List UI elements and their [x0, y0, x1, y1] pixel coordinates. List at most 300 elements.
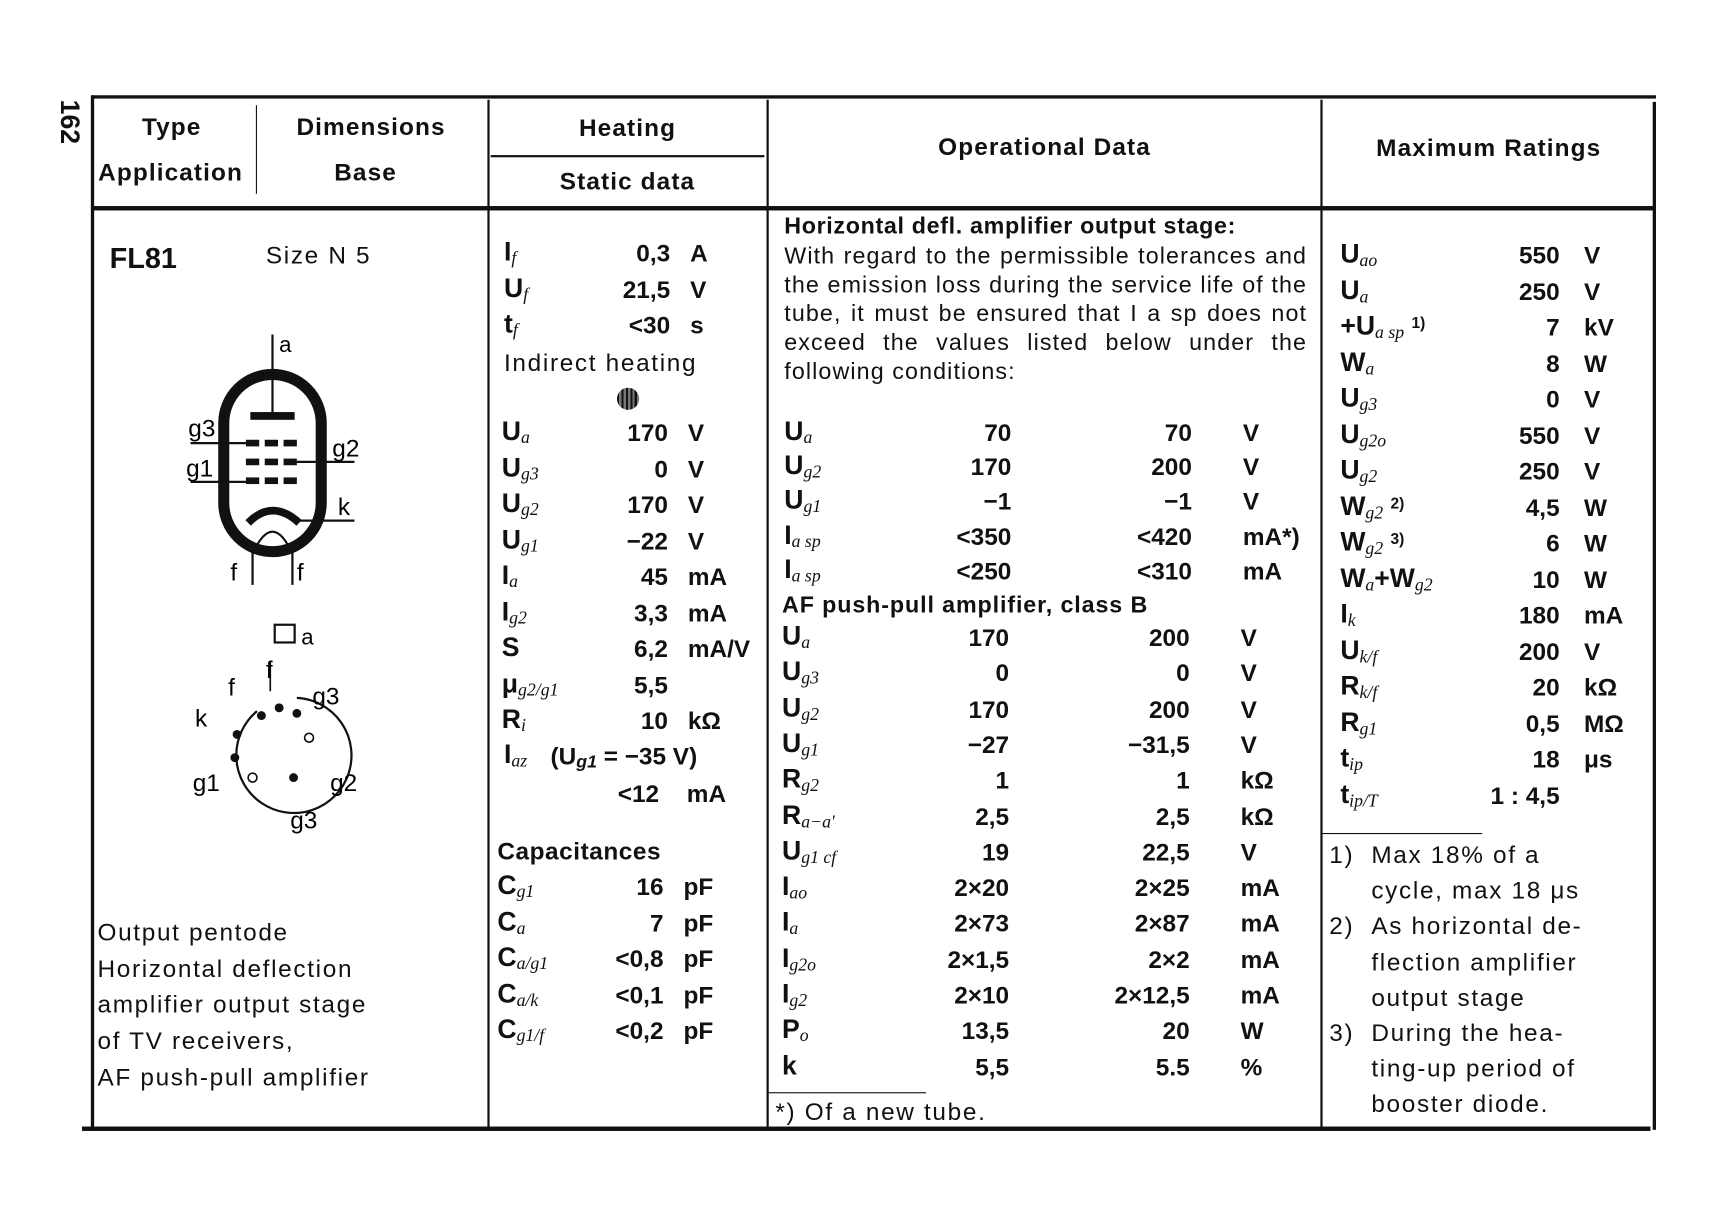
table-row [1340, 781, 1728, 812]
symbol-subscript: g1 [801, 740, 819, 760]
table-row [782, 981, 1336, 1012]
row-unit: V [687, 526, 705, 555]
row-unit: mA [1240, 909, 1280, 938]
row-symbol: $U_{g1}$ [784, 485, 822, 517]
symbol-subscript: a/g1 [516, 955, 549, 974]
table-row [782, 764, 1336, 798]
section2-title: AF push-pull amplifier, class B [782, 592, 1149, 619]
row-value: 5,5 [634, 670, 668, 699]
symbol-subscript: a/k [516, 991, 539, 1010]
row-symbol: $R_{g1}$ [1340, 707, 1378, 739]
row-symbol: $+U_{a sp}$ $^{1)}$ [1340, 311, 1426, 343]
label-g3: g3 [188, 415, 216, 443]
table-row [1340, 709, 1728, 740]
row-value: 7 [1546, 313, 1560, 342]
heating-divider [491, 155, 765, 157]
symbol-subscript: g2o [1359, 431, 1387, 451]
header-base: Base [334, 158, 397, 187]
condition-subscript: g1 [576, 753, 597, 773]
base-pin-diagram [177, 609, 399, 842]
tube-symbol-diagram [166, 321, 388, 598]
header-type: Type [141, 112, 202, 141]
row-unit: V [1584, 277, 1601, 306]
row-value: 0 [654, 454, 668, 483]
symbol-subscript: a sp [1375, 323, 1405, 343]
row-symbol: $C_{g1}$ [497, 870, 535, 902]
row-unit: mA [686, 779, 727, 808]
symbol-subscript: g1 cf [801, 848, 837, 868]
row-value: 6 [1546, 529, 1560, 558]
header-maximum-ratings: Maximum Ratings [1376, 134, 1602, 162]
symbol-subscript: ip/T [1349, 791, 1378, 811]
row-symbol: $U_{g2}$ [782, 692, 819, 724]
symbol-subscript: f [523, 285, 529, 305]
table-row [782, 943, 1336, 977]
row-unit: mA [687, 562, 728, 591]
symbol-subscript: g2 [801, 705, 819, 724]
table-row [782, 907, 1336, 941]
row-value: 0 [1546, 385, 1560, 414]
row-symbol: $W_a+W_{g2}$ [1340, 563, 1433, 595]
row-unit: kΩ [687, 706, 721, 735]
row-value: <0,2 [615, 1017, 664, 1045]
operational-footnote: *) Of a new tube. [775, 1097, 987, 1126]
value-col1: 0 [995, 659, 1010, 688]
header-application: Application [98, 158, 244, 187]
symbol-subscript: a [1365, 575, 1375, 595]
table-row [1340, 313, 1728, 344]
row-unit: mA [1240, 874, 1280, 902]
table-row [1340, 673, 1728, 704]
row-unit: V [687, 490, 705, 519]
row-symbol: S [501, 632, 520, 663]
row-value: 7 [649, 908, 664, 937]
row-value: <30 [628, 311, 671, 339]
row-value: 8 [1546, 349, 1560, 378]
footnote-line: cycle, max 18 μs [1371, 876, 1580, 905]
row-symbol: $R_{a-a'}$ [782, 800, 835, 832]
row-value: 18 [1532, 745, 1560, 774]
row-symbol: $U_{g1}$ [782, 728, 819, 760]
row-unit: mA*) [1242, 522, 1300, 551]
table-row [782, 871, 1336, 905]
row-unit: V [1584, 637, 1601, 666]
label-f-left: f [230, 559, 238, 587]
row-symbol: $U_a$ [1340, 275, 1369, 307]
table-row [504, 739, 770, 773]
footnote-mark: 3) [1329, 1019, 1355, 1047]
value-col1: 2,5 [975, 802, 1010, 831]
table-row [782, 1014, 1336, 1048]
value-col1: 70 [984, 418, 1012, 447]
value-col1: 1 [995, 766, 1010, 795]
iaz-condition: ($U_{g1} = -35$ V) [550, 742, 698, 773]
row-symbol: $U_{g3}$ [1340, 383, 1378, 415]
table-row [782, 692, 1336, 726]
value-col2: 2×25 [1134, 874, 1190, 902]
row-unit: V [687, 418, 705, 447]
row-symbol: $I_{g2}$ [782, 979, 808, 1011]
row-unit: V [1240, 838, 1257, 866]
table-row [1340, 745, 1728, 776]
application-line: Output pentode [97, 918, 289, 946]
row-unit: mA [687, 598, 728, 627]
value-col1: 2×10 [954, 981, 1010, 1010]
value-col1: 2×73 [954, 909, 1010, 938]
symbol-subscript: g2 [520, 500, 539, 520]
row-symbol: $I_{a sp}$ [784, 520, 821, 552]
tube-type: FL81 [109, 241, 177, 275]
application-line: amplifier output stage [97, 990, 368, 1019]
row-symbol: $I_a$ [782, 907, 799, 939]
row-unit: W [1584, 565, 1608, 594]
symbol-subscript: g1 [516, 882, 535, 902]
row-unit: kV [1584, 313, 1614, 342]
symbol-subscript: g2 [801, 776, 819, 796]
footnote-line: Max 18% of a [1371, 840, 1541, 869]
row-value: 250 [1518, 457, 1560, 486]
row-unit: V [1584, 457, 1601, 486]
row-symbol: $W_{g2}$ $^{3)}$ [1340, 527, 1405, 559]
base-label-g3-top: g3 [312, 683, 340, 711]
row-symbol: $I_{ao}$ [782, 871, 808, 903]
symbol-subscript: a [520, 428, 530, 448]
header-heating: Heating [578, 114, 677, 142]
footnote-mark: 3) [1390, 529, 1405, 548]
symbol-subscript: f [512, 321, 518, 341]
value-col1: −27 [967, 730, 1010, 759]
value-col2: 70 [1164, 418, 1192, 447]
row-unit: kΩ [1584, 673, 1618, 702]
footnote-line: flection amplifier [1371, 947, 1578, 976]
table-row [1340, 601, 1728, 632]
footnote-line: As horizontal de- [1371, 912, 1583, 940]
value-col2: 200 [1148, 623, 1190, 652]
row-unit: V [690, 275, 707, 303]
section1-text: With regard to the permissible tolerances and the emission loss during the service life of the tube, it must be ensured that I a sp does not exceed the values listed below under the following conditions: [784, 243, 1308, 385]
value-col1: <250 [956, 556, 1012, 585]
table-row [1340, 565, 1728, 596]
row-unit: V [1240, 623, 1257, 652]
symbol-subscript: f [511, 249, 517, 269]
row-value: 550 [1518, 241, 1560, 270]
row-unit: s [690, 311, 704, 339]
table-row [784, 453, 1338, 484]
symbol-subscript: a [801, 633, 811, 653]
symbol-subscript: g2 [1359, 467, 1378, 487]
condition-symbol: U [558, 742, 577, 770]
row-unit: μs [1584, 745, 1613, 774]
section1-title: Horizontal defl. amplifier output stage: [784, 213, 1237, 240]
row-value: 20 [1532, 673, 1560, 702]
table-row [1340, 277, 1728, 308]
symbol-subscript: ao [789, 884, 808, 903]
row-symbol: $U_a$ [501, 416, 530, 448]
row-symbol: $U_{k/f}$ [1340, 635, 1378, 667]
row-symbol: $W_{g2}$ $^{2)}$ [1340, 491, 1405, 523]
row-value: 21,5 [622, 275, 671, 303]
table-row [784, 416, 1338, 450]
table-row [1340, 385, 1728, 416]
row-symbol: $C_{a/g1}$ [497, 942, 549, 974]
row-symbol: $U_{g2}$ [501, 488, 539, 520]
table-row [784, 554, 1338, 588]
row-value: 170 [627, 418, 668, 447]
row-unit: pF [683, 981, 714, 1009]
label-k: k [337, 494, 351, 522]
symbol-subscript: g3 [801, 669, 819, 689]
footnote-rule [769, 1092, 926, 1093]
row-unit: kΩ [1240, 766, 1274, 795]
row-unit: mA [1242, 556, 1283, 585]
row-symbol: $t_{ip/T}$ [1340, 779, 1378, 811]
row-unit: W [1584, 493, 1608, 522]
row-unit: V [1584, 385, 1601, 414]
symbol-subscript: g2 [789, 991, 808, 1011]
row-unit: W [1584, 529, 1608, 558]
symbol-subscript: i [520, 716, 526, 736]
table-row [784, 485, 1338, 519]
row-value: 550 [1518, 421, 1560, 450]
row-unit: mA [1240, 981, 1280, 1010]
footnote-mark: 1) [1411, 313, 1426, 332]
symbol-subscript: a [803, 428, 813, 448]
row-value: 45 [640, 562, 668, 591]
base-label-f2: f [265, 656, 273, 684]
row-symbol: $U_f$ [504, 273, 529, 305]
row-symbol: $C_a$ [497, 906, 526, 938]
row-value: −22 [626, 526, 668, 555]
value-col1: 19 [981, 838, 1010, 866]
header-static-data: Static data [559, 167, 696, 195]
row-value: 180 [1518, 601, 1560, 630]
footnote-line: ting-up period of [1371, 1054, 1576, 1083]
page-number: 162 [54, 99, 85, 145]
hatched-circle-icon [617, 388, 639, 410]
row-value: <0,8 [615, 945, 664, 973]
value-col1: 2×20 [954, 874, 1010, 902]
row-symbol: $\mu_{g2/g1}$ [501, 668, 559, 700]
label-f-right: f [296, 559, 304, 587]
row-value: 16 [636, 872, 664, 901]
footnote-line: output stage [1371, 983, 1526, 1012]
row-symbol: $U_{g1}$ [501, 524, 539, 556]
left-border [91, 95, 94, 1130]
tube-size: Size N 5 [265, 241, 372, 270]
row-value: 6,2 [634, 634, 668, 663]
table-row [782, 728, 1336, 762]
row-symbol: $U_{g2}$ [784, 451, 822, 483]
base-label-f1: f [228, 674, 235, 702]
symbol-subscript: ip [1349, 755, 1363, 775]
row-symbol: $P_o$ [782, 1014, 809, 1046]
value-col2: 2,5 [1155, 802, 1190, 831]
base-label-g1: g1 [192, 769, 220, 797]
footnote-mark: 2) [1329, 912, 1355, 940]
value-col2: <310 [1136, 556, 1192, 585]
table-row [1340, 421, 1728, 452]
row-unit: W [1584, 349, 1608, 378]
row-unit: V [1242, 453, 1260, 481]
table-row [782, 659, 1336, 690]
row-unit: pF [683, 908, 714, 937]
max-footnote-rule [1323, 833, 1483, 834]
value-col1: 170 [968, 623, 1010, 652]
value-col2: 0 [1176, 659, 1190, 688]
row-symbol: $t_{ip}$ [1340, 743, 1363, 775]
row-value: 3,3 [634, 598, 668, 627]
row-symbol: $R_{k/f}$ [1340, 671, 1378, 703]
row-unit: V [1240, 695, 1257, 723]
value-col1: 170 [968, 695, 1010, 723]
row-unit: V [1242, 418, 1260, 447]
table-row [1340, 349, 1728, 380]
row-symbol: $I_{g2}$ [501, 596, 527, 628]
value-col2: 200 [1148, 695, 1190, 723]
symbol-subscript: g2 [1414, 575, 1433, 595]
symbol-subscript: o [799, 1027, 809, 1046]
bottom-rule [82, 1127, 1651, 1131]
row-symbol: $U_a$ [784, 416, 813, 448]
symbol-subscript: k/f [1359, 647, 1378, 667]
value-col1: 13,5 [961, 1017, 1010, 1045]
row-value: 200 [1518, 637, 1560, 666]
symbol-subscript: g1 [803, 497, 822, 517]
value-col1: −1 [983, 487, 1012, 516]
row-unit: V [687, 454, 705, 483]
table-row [782, 838, 1336, 869]
row-symbol: $I_{a sp}$ [784, 554, 821, 586]
row-symbol: $U_{g2}$ [1340, 455, 1378, 487]
value-col2: −1 [1164, 487, 1192, 516]
symbol-subscript: g3 [520, 464, 539, 484]
value-col2: 5.5 [1155, 1052, 1190, 1081]
footnote-mark: 1) [1329, 840, 1355, 869]
symbol-subscript: g2o [789, 955, 817, 975]
row-symbol: $U_{g3}$ [501, 452, 539, 484]
symbol-subscript: g2 [509, 608, 527, 628]
value-col2: 2×12,5 [1114, 981, 1190, 1010]
row-symbol: k [782, 1050, 797, 1081]
symbol-subscript: a−a' [801, 812, 835, 832]
row-symbol: $I_f$ [504, 237, 517, 269]
row-symbol: $U_{ao}$ [1340, 239, 1378, 271]
value-col2: 2×87 [1134, 909, 1190, 938]
row-symbol: $I_k$ [1340, 599, 1356, 631]
row-symbol: $U_a$ [782, 621, 811, 653]
top-rule [92, 95, 1656, 98]
row-value: 0,3 [636, 239, 671, 267]
row-symbol: $I_{az}$ [504, 739, 528, 771]
row-symbol: $t_f$ [504, 309, 518, 341]
row-symbol: $R_i$ [501, 704, 526, 736]
table-row [782, 800, 1336, 834]
value-col2: <420 [1136, 522, 1192, 551]
label-anode: a [279, 332, 292, 358]
symbol-subscript: a [516, 918, 526, 938]
condition-value: = −35 V [596, 742, 690, 770]
table-row [1340, 529, 1728, 560]
row-unit: mA/V [687, 634, 751, 663]
header-dimensions: Dimensions [296, 112, 446, 141]
row-value: 0,5 [1525, 709, 1560, 738]
row-value: 250 [1518, 277, 1560, 306]
row-symbol: $C_{g1/f}$ [497, 1015, 545, 1047]
row-unit: V [1240, 659, 1257, 688]
table-row [1340, 241, 1728, 272]
row-symbol: $I_{g2o}$ [782, 943, 817, 975]
row-unit: mA [1240, 945, 1280, 974]
symbol-subscript: a sp [791, 532, 821, 552]
row-unit: V [1242, 487, 1260, 516]
value-col2: −31,5 [1128, 730, 1190, 759]
table-row [782, 1050, 1336, 1084]
symbol-subscript: k/f [1359, 683, 1378, 703]
row-unit: kΩ [1240, 802, 1274, 831]
base-label-g2: g2 [330, 769, 358, 797]
row-value: 4,5 [1525, 493, 1560, 522]
base-label-a: a [301, 624, 314, 650]
symbol-subscript: a [1359, 287, 1369, 307]
row-unit: W [1240, 1017, 1264, 1045]
row-unit: pF [683, 1017, 714, 1045]
value-col2: 20 [1162, 1017, 1190, 1045]
capacitances-title: Capacitances [497, 837, 662, 866]
symbol-subscript: g1 [520, 536, 539, 556]
symbol-subscript: a [789, 919, 799, 939]
label-g2: g2 [332, 435, 360, 463]
row-unit: mA [1584, 601, 1624, 630]
heating-note: Indirect heating [504, 348, 698, 377]
value-col2: 2×2 [1148, 945, 1190, 974]
row-symbol: $U_{g1 cf}$ [782, 836, 837, 868]
symbol-subscript: az [511, 752, 528, 771]
symbol-subscript: g2 [1365, 503, 1384, 523]
value-col2: 1 [1176, 766, 1190, 795]
symbol-subscript: g1 [1359, 719, 1378, 739]
col-divider-static [487, 100, 489, 1128]
footnote-mark: 2) [1390, 493, 1405, 512]
row-unit: pF [683, 872, 714, 901]
row-value: <12 [617, 779, 660, 808]
row-symbol: $I_a$ [501, 560, 519, 592]
row-symbol: $U_{g3}$ [782, 657, 819, 689]
symbol-subscript: g3 [1359, 395, 1378, 415]
row-unit: pF [683, 945, 714, 973]
row-value: 170 [627, 490, 668, 519]
value-col2: 200 [1151, 453, 1192, 481]
row-value: 10 [1532, 565, 1560, 594]
value-col1: 5,5 [975, 1052, 1010, 1081]
header-operational-data: Operational Data [938, 132, 1151, 161]
row-unit: A [690, 239, 708, 267]
symbol-subscript: a sp [791, 566, 821, 586]
header-rule [92, 206, 1656, 210]
application-line: Horizontal deflection [97, 954, 354, 983]
row-symbol: $U_{g2o}$ [1340, 419, 1387, 451]
table-row [1340, 493, 1728, 524]
row-unit: V [1240, 730, 1257, 759]
row-symbol: $W_a$ [1340, 347, 1375, 379]
row-unit: MΩ [1584, 709, 1624, 738]
row-value: 1 : 4,5 [1490, 781, 1560, 810]
symbol-subscript: g1/f [516, 1027, 545, 1047]
row-value: 10 [640, 706, 668, 735]
row-unit: % [1240, 1052, 1263, 1081]
footnote-line: During the hea- [1371, 1019, 1565, 1047]
label-g1: g1 [186, 455, 214, 483]
col-divider-type [256, 105, 257, 194]
